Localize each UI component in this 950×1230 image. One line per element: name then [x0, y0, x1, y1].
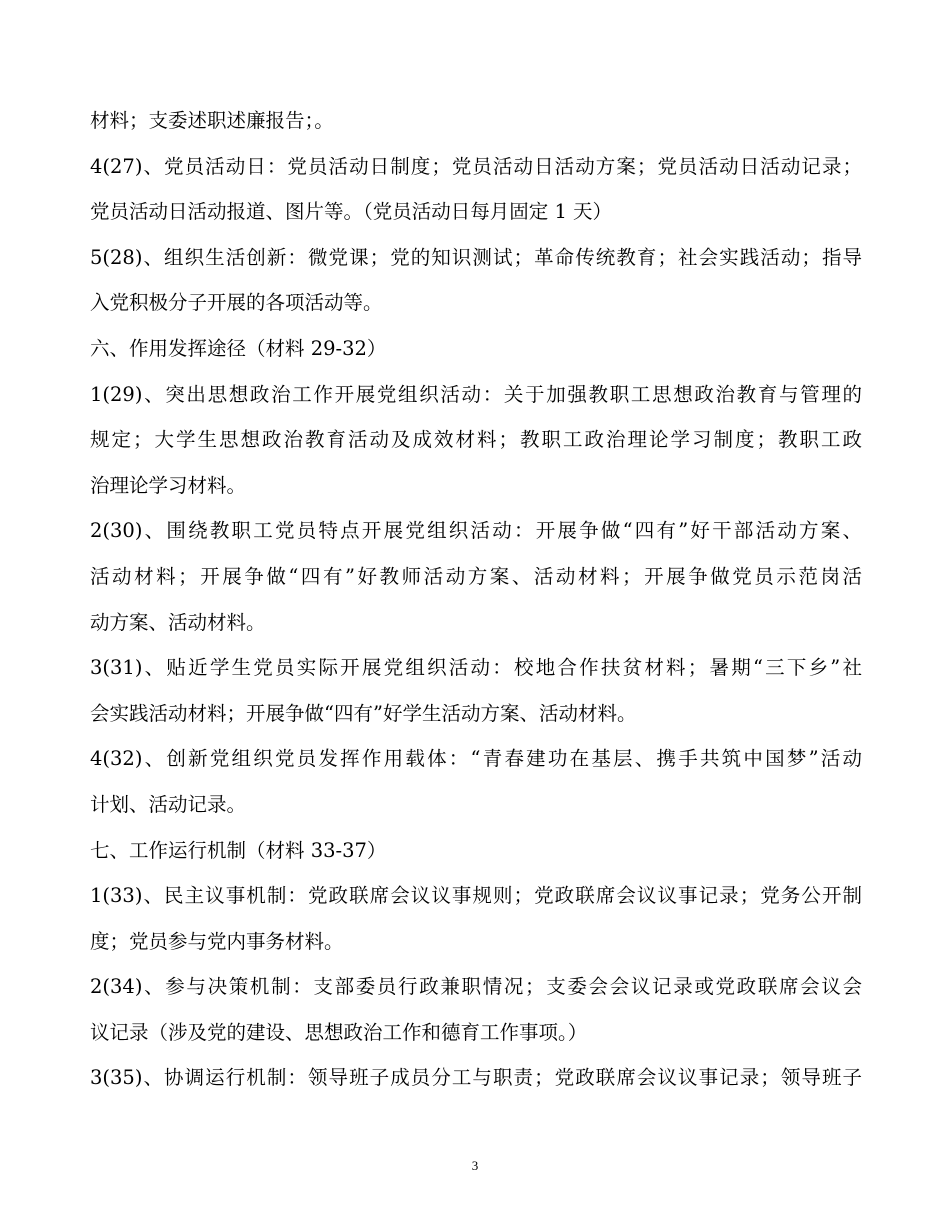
text-line: 3(35)、协调运行机制：领导班子成员分工与职责；党政联席会议议事记录；领导班子 — [90, 1066, 862, 1090]
text-line: 党员活动日活动报道、图片等。（党员活动日每月固定 1 天） — [90, 200, 613, 224]
text-line: 3(31)、贴近学生党员实际开展党组织活动：校地合作扶贫材料；暑期“三下乡”社 — [90, 656, 862, 680]
text-line: 度；党员参与党内事务材料。 — [90, 929, 344, 953]
text-line: 规定；大学生思想政治教育活动及成效材料；教职工政治理论学习制度；教职工政 — [90, 428, 862, 452]
text-line: 活动材料；开展争做“四有”好教师活动方案、活动材料；开展争做党员示范岗活 — [90, 564, 862, 588]
text-line: 2(30)、围绕教职工党员特点开展党组织活动：开展争做“四有”好干部活动方案、 — [90, 519, 862, 543]
text-line: 4(32)、创新党组织党员发挥作用载体：“青春建功在基层、携手共筑中国梦”活动 — [90, 747, 862, 771]
page-number: 3 — [471, 1158, 479, 1173]
text-line: 七、工作运行机制（材料 33-37） — [90, 838, 387, 862]
text-line: 计划、活动记录。 — [90, 792, 247, 816]
text-line: 材料；支委述职述廉报告；。 — [90, 109, 334, 132]
text-line: 治理论学习材料。 — [90, 473, 247, 497]
document-body — [90, 98, 862, 1101]
text-line: 5(28)、组织生活创新：微党课；党的知识测试；革命传统教育；社会实践活动；指导 — [90, 245, 862, 269]
text-line: 2(34)、参与决策机制：支部委员行政兼职情况；支委会会议记录或党政联席会议会 — [90, 975, 862, 999]
text-line: 1(33)、民主议事机制：党政联席会议议事规则；党政联席会议议事记录；党务公开制 — [90, 884, 862, 908]
text-line: 1(29)、突出思想政治工作开展党组织活动：关于加强教职工思想政治教育与管理的 — [90, 382, 862, 406]
text-line: 议记录（涉及党的建设、思想政治工作和德育工作事项。） — [90, 1020, 588, 1044]
text-line: 动方案、活动材料。 — [90, 610, 266, 634]
text-line: 会实践活动材料；开展争做“四有”好学生活动方案、活动材料。 — [90, 701, 637, 725]
text-line: 4(27)、党员活动日：党员活动日制度；党员活动日活动方案；党员活动日活动记录； — [90, 154, 862, 178]
text-line: 六、作用发挥途径（材料 29-32） — [90, 336, 387, 360]
text-line: 入党积极分子开展的各项活动等。 — [90, 291, 383, 315]
